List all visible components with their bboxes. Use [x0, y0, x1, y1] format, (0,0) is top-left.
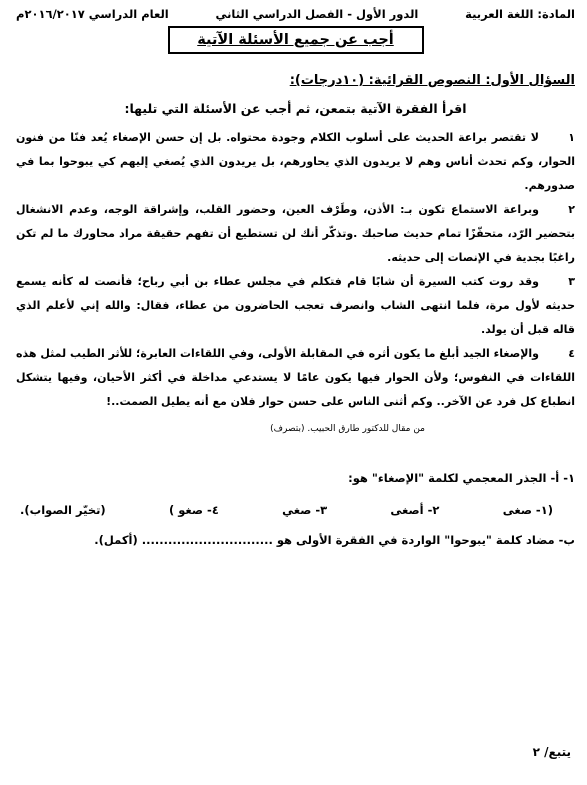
continued-footer: يتبع/ ٢ [532, 745, 571, 759]
main-title-box [168, 26, 424, 54]
year-label: العام الدراسي ٢٠١٦/٢٠١٧م [16, 7, 169, 21]
question-1b: ب- مضاد كلمة "يبوحوا" الواردة في الفقرة الأولى هو .............................. (أكمل). [94, 533, 575, 547]
question-1a: ١- أ- الجذر المعجمي لكلمة "الإصغاء" هو: [348, 471, 575, 485]
question-heading: السؤال الأول: النصوص القرائية: (١٠درجات): [289, 73, 575, 88]
paragraph-number: ٣ [568, 275, 575, 288]
paragraph-number: ٤ [568, 347, 575, 360]
paragraph-number: ١ [568, 131, 575, 144]
option-3: ٣- صغي [282, 503, 328, 517]
paragraph-1 [16, 126, 575, 198]
source-citation: من مقال للدكتور طارق الحبيب. (بتصرف) [270, 424, 425, 434]
questions-section [16, 468, 575, 550]
option-1: (١- صغى [502, 503, 553, 517]
paragraph-3 [16, 270, 575, 342]
exam-header [16, 6, 575, 22]
main-title: أجب عن جميع الأسئلة الآتية [197, 32, 394, 48]
paragraph-text: وقد روت كتب السيرة أن شابًا قام فتكلم في مجلس عطاء بن أبي رباح؛ فأنصت له كأنه يسمع حديثه لأول مرة، فلما انتهى الشاب وانصرف تعجب الحاضرون من عطاء، فقال: والله إني لأعلم الذي قاله قبل أن يولد. [16, 275, 575, 336]
paragraph-text: لا تقتصر براعة الحديث على أسلوب الكلام وجودة محتواه. بل إن حسن الإصغاء يُعد فنًا من فنون الحوار، وكم تحدث أناس وهم لا يريدون الذي يحاورهم، بل يريدون الذي يُصغي إليهم كي يبوحوا بما في صدورهم. [16, 131, 575, 192]
choose-instruction: (تخيّر الصواب). [20, 503, 106, 517]
answer-options [16, 500, 575, 520]
paragraph-4 [16, 342, 575, 414]
reading-instruction: اقرأ الفقرة الآتية بتمعن، ثم أجب عن الأسئلة التي تليها: [124, 101, 467, 116]
subject-label: المادة: اللغة العربية [465, 7, 575, 21]
paragraph-text: وبراعة الاستماع تكون بـ: الأذن، وطَرْف العين، وحضور القلب، وإشراقة الوجه، وعدم الانشغال بتحضير الرّد، متحفّزًا تمام حديث صاحبك .وتذكّر أنك لن تستطيع أن تفهم حقيقة مراد محاورك ما لم تكن راغبًا بجدية في الإنصات إلى حديثه. [16, 203, 575, 264]
paragraph-2 [16, 198, 575, 270]
paragraph-text: والإصغاء الجيد أبلغ ما يكون أثره في المقابلة الأولى، وفي اللقاءات العابرة؛ للأثر الطيب لمثل هذه اللقاءات في النفوس؛ ولأن الحوار فيها يكون عامًا لا يستدعي مداخلة في أكثر الأحيان، وفيها يتشكل انطباع كل فرد عن الآخر.. وكم أثنى الناس على حسن حوار فلان مع أنه يطيل الصمت..! [16, 347, 575, 408]
option-4: ٤- صغو ) [168, 503, 219, 517]
paragraph-number: ٢ [568, 203, 575, 216]
option-2: ٢- أصغى [390, 503, 440, 517]
round-label: الدور الأول - الفصل الدراسي الثاني [215, 7, 419, 21]
